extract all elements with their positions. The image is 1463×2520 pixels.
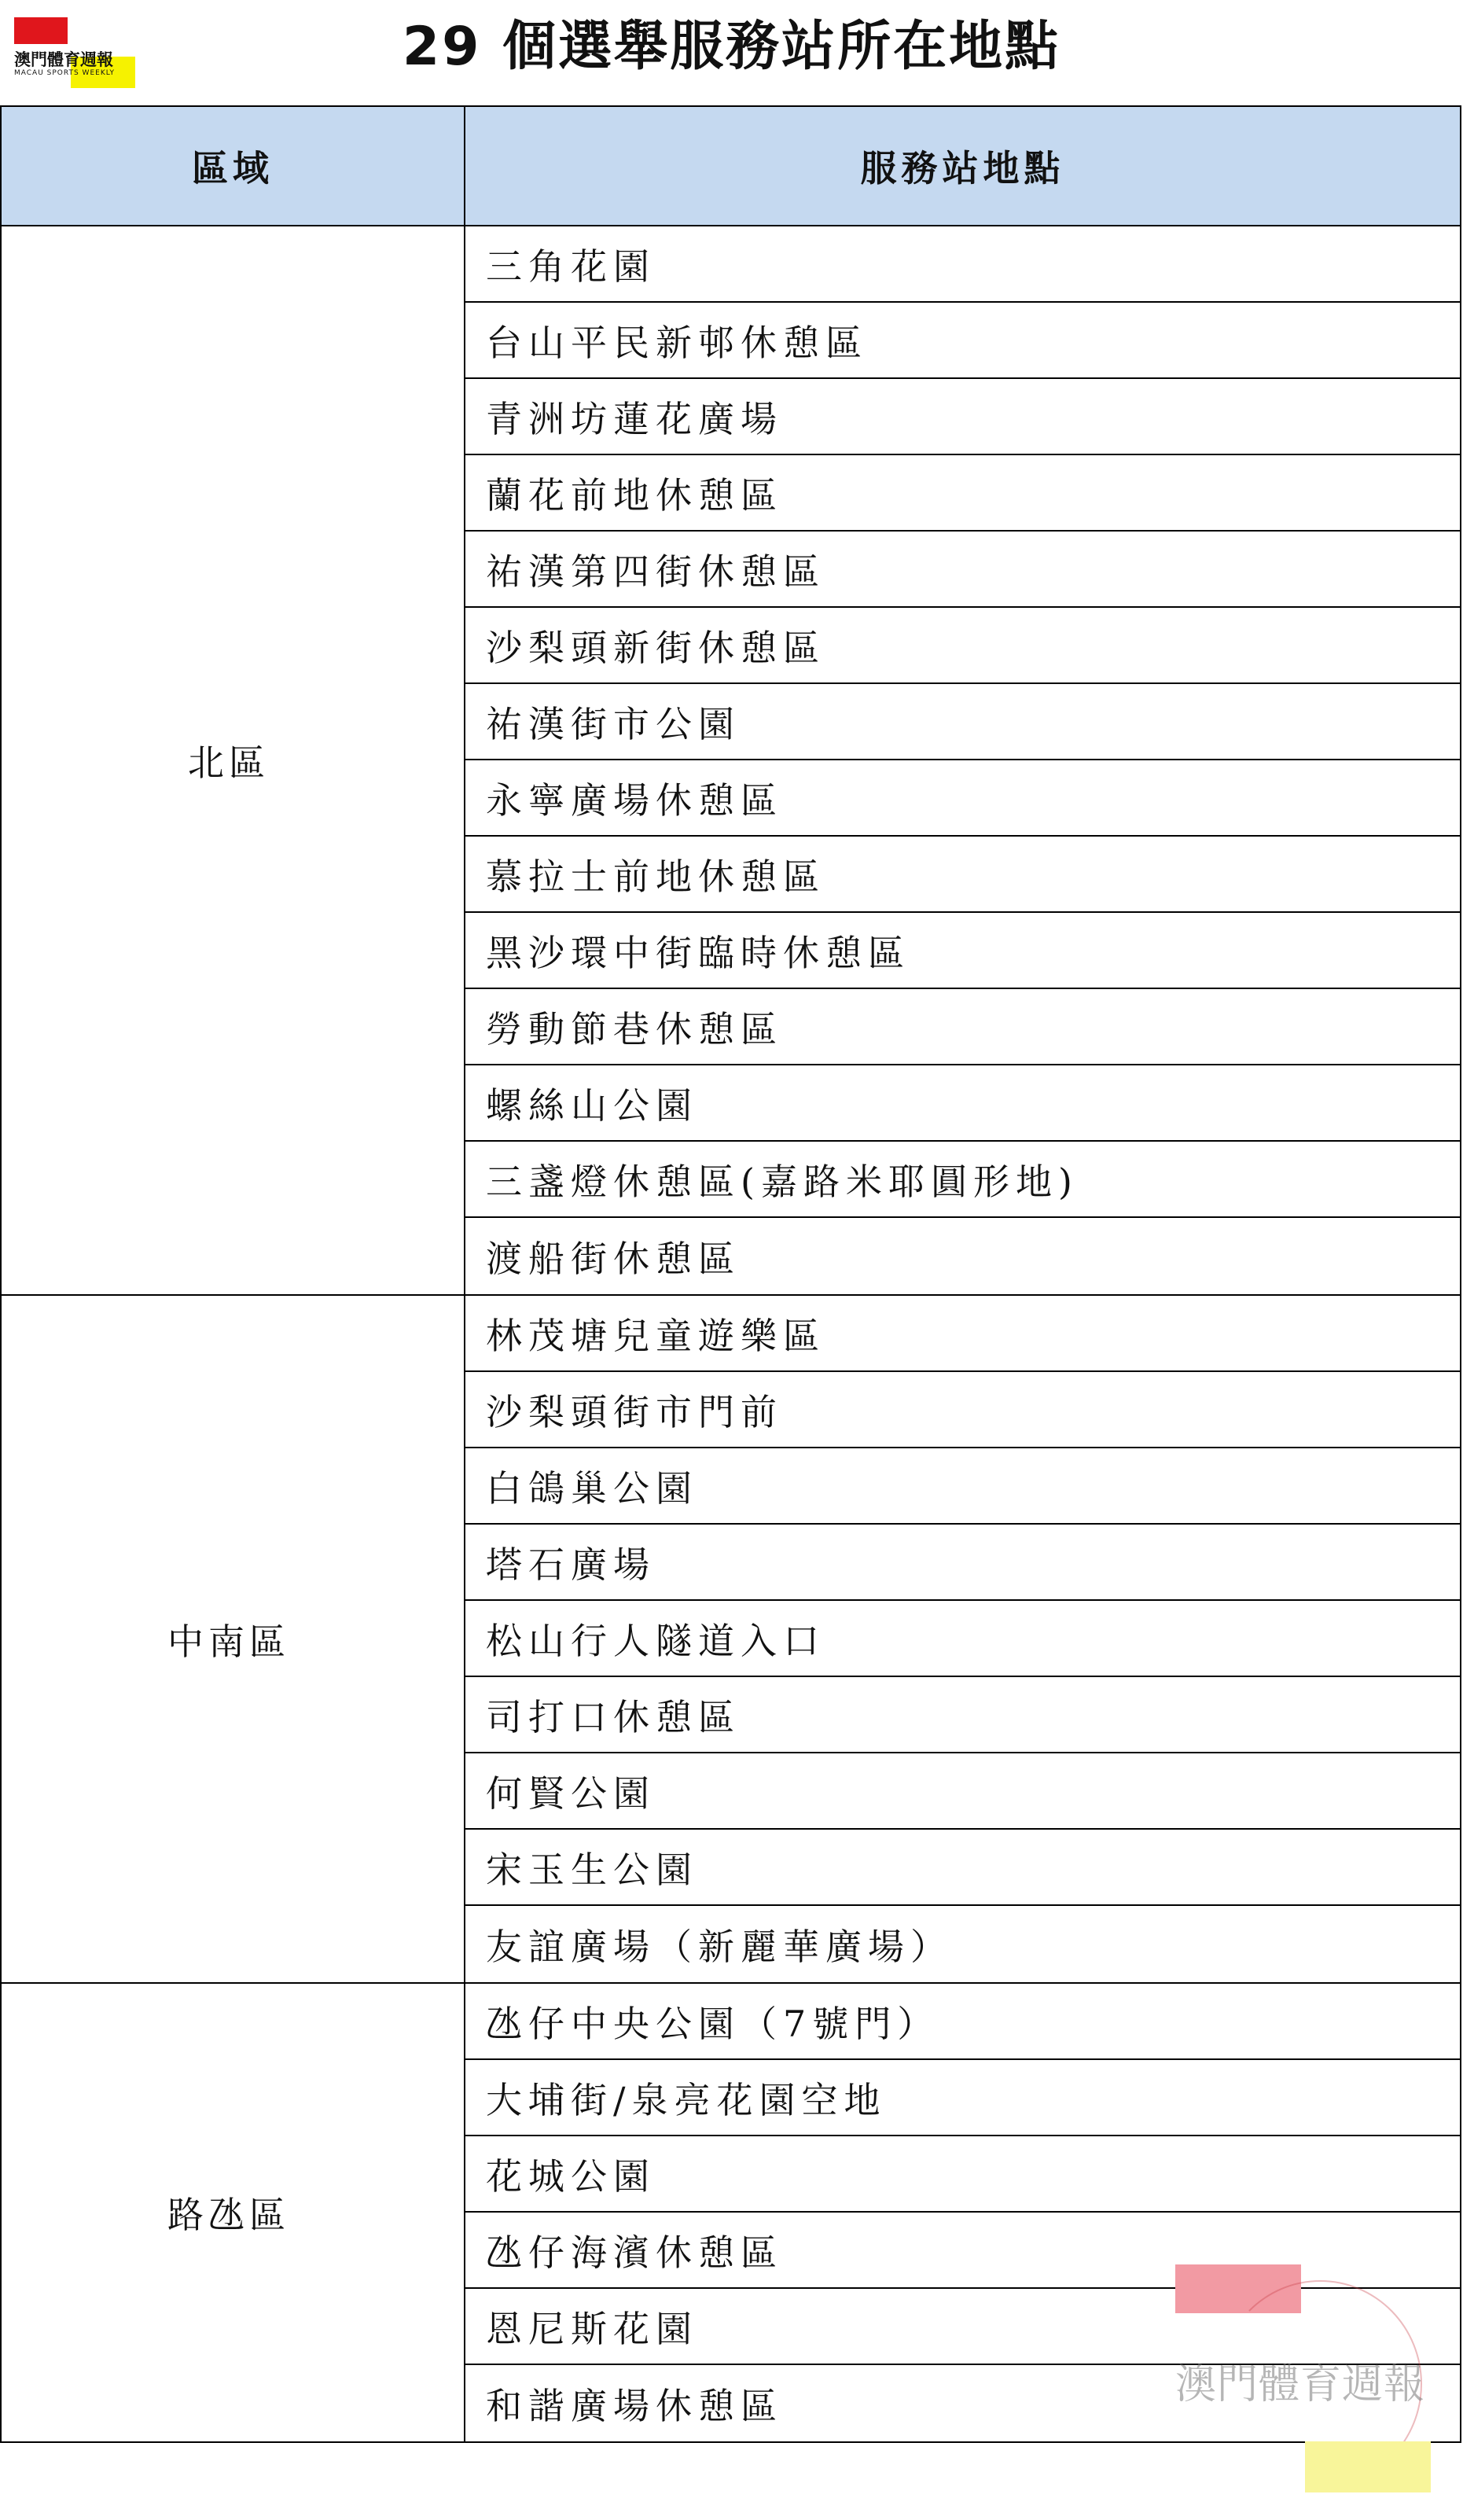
table-row: 沙梨頭街市門前 [465, 1372, 1460, 1448]
table-row: 慕拉士前地休憩區 [465, 837, 1460, 913]
watermark-yellow-block [1305, 2441, 1431, 2492]
table-row: 白鴿巢公園 [465, 1448, 1460, 1525]
table-row: 三角花園 [465, 226, 1460, 303]
district-group [2, 226, 1461, 1296]
table-row: 塔石廣場 [465, 1525, 1460, 1601]
table-header-row [2, 107, 1461, 226]
stations-table [0, 105, 1461, 2443]
table-row: 氹仔海濱休憩區 [465, 2213, 1460, 2289]
table-row: 宋玉生公園 [465, 1830, 1460, 1906]
site-list [465, 226, 1461, 1294]
table-row: 司打口休憩區 [465, 1677, 1460, 1753]
table-row: 螺絲山公園 [465, 1065, 1460, 1142]
watermark [1175, 2264, 1435, 2500]
table-row: 恩尼斯花園 [465, 2289, 1460, 2365]
table-row: 花城公園 [465, 2136, 1460, 2213]
logo-brand-english: MACAU SPORTS WEEKLY [14, 69, 116, 77]
header-district: 區域 [2, 107, 465, 225]
table-row: 黑沙環中街臨時休憩區 [465, 913, 1460, 989]
district-cell: 路氹區 [2, 1984, 465, 2441]
table-row: 青洲坊蓮花廣場 [465, 379, 1460, 455]
table-row: 大埔街/泉亮花園空地 [465, 2060, 1460, 2136]
table-row: 氹仔中央公園（7號門） [465, 1984, 1460, 2060]
watermark-text: 澳門體育週報 [1175, 2361, 1426, 2408]
district-group [2, 1296, 1461, 1984]
district-cell: 北區 [2, 226, 465, 1294]
table-row: 和諧廣場休憩區 [486, 2384, 783, 2427]
header-location: 服務站地點 [465, 107, 1461, 225]
table-row: 林茂塘兒童遊樂區 [465, 1296, 1460, 1372]
table-row: 何賢公園 [465, 1753, 1460, 1830]
page-title: 29 個選舉服務站所在地點 [402, 16, 1061, 78]
table-row: 蘭花前地休憩區 [465, 455, 1460, 532]
table-row: 三盞燈休憩區(嘉路米耶圓形地) [465, 1142, 1460, 1218]
district-cell: 中南區 [2, 1296, 465, 1982]
table-row: 勞動節巷休憩區 [465, 989, 1460, 1065]
table-row: 友誼廣場（新麗華廣場） [486, 1925, 953, 1968]
site-list [465, 1296, 1461, 1982]
table-row: 永寧廣場休憩區 [465, 760, 1460, 837]
table-row: 台山平民新邨休憩區 [465, 303, 1460, 379]
table-row: 祐漢街市公園 [465, 684, 1460, 760]
table-body [2, 226, 1461, 2443]
table-row: 祐漢第四街休憩區 [465, 532, 1460, 608]
table-row: 沙梨頭新街休憩區 [465, 608, 1460, 684]
table-row: 渡船街休憩區 [486, 1237, 741, 1280]
logo-brand-text: 澳門體育週報 [14, 50, 113, 69]
table-row: 松山行人隧道入口 [465, 1601, 1460, 1677]
